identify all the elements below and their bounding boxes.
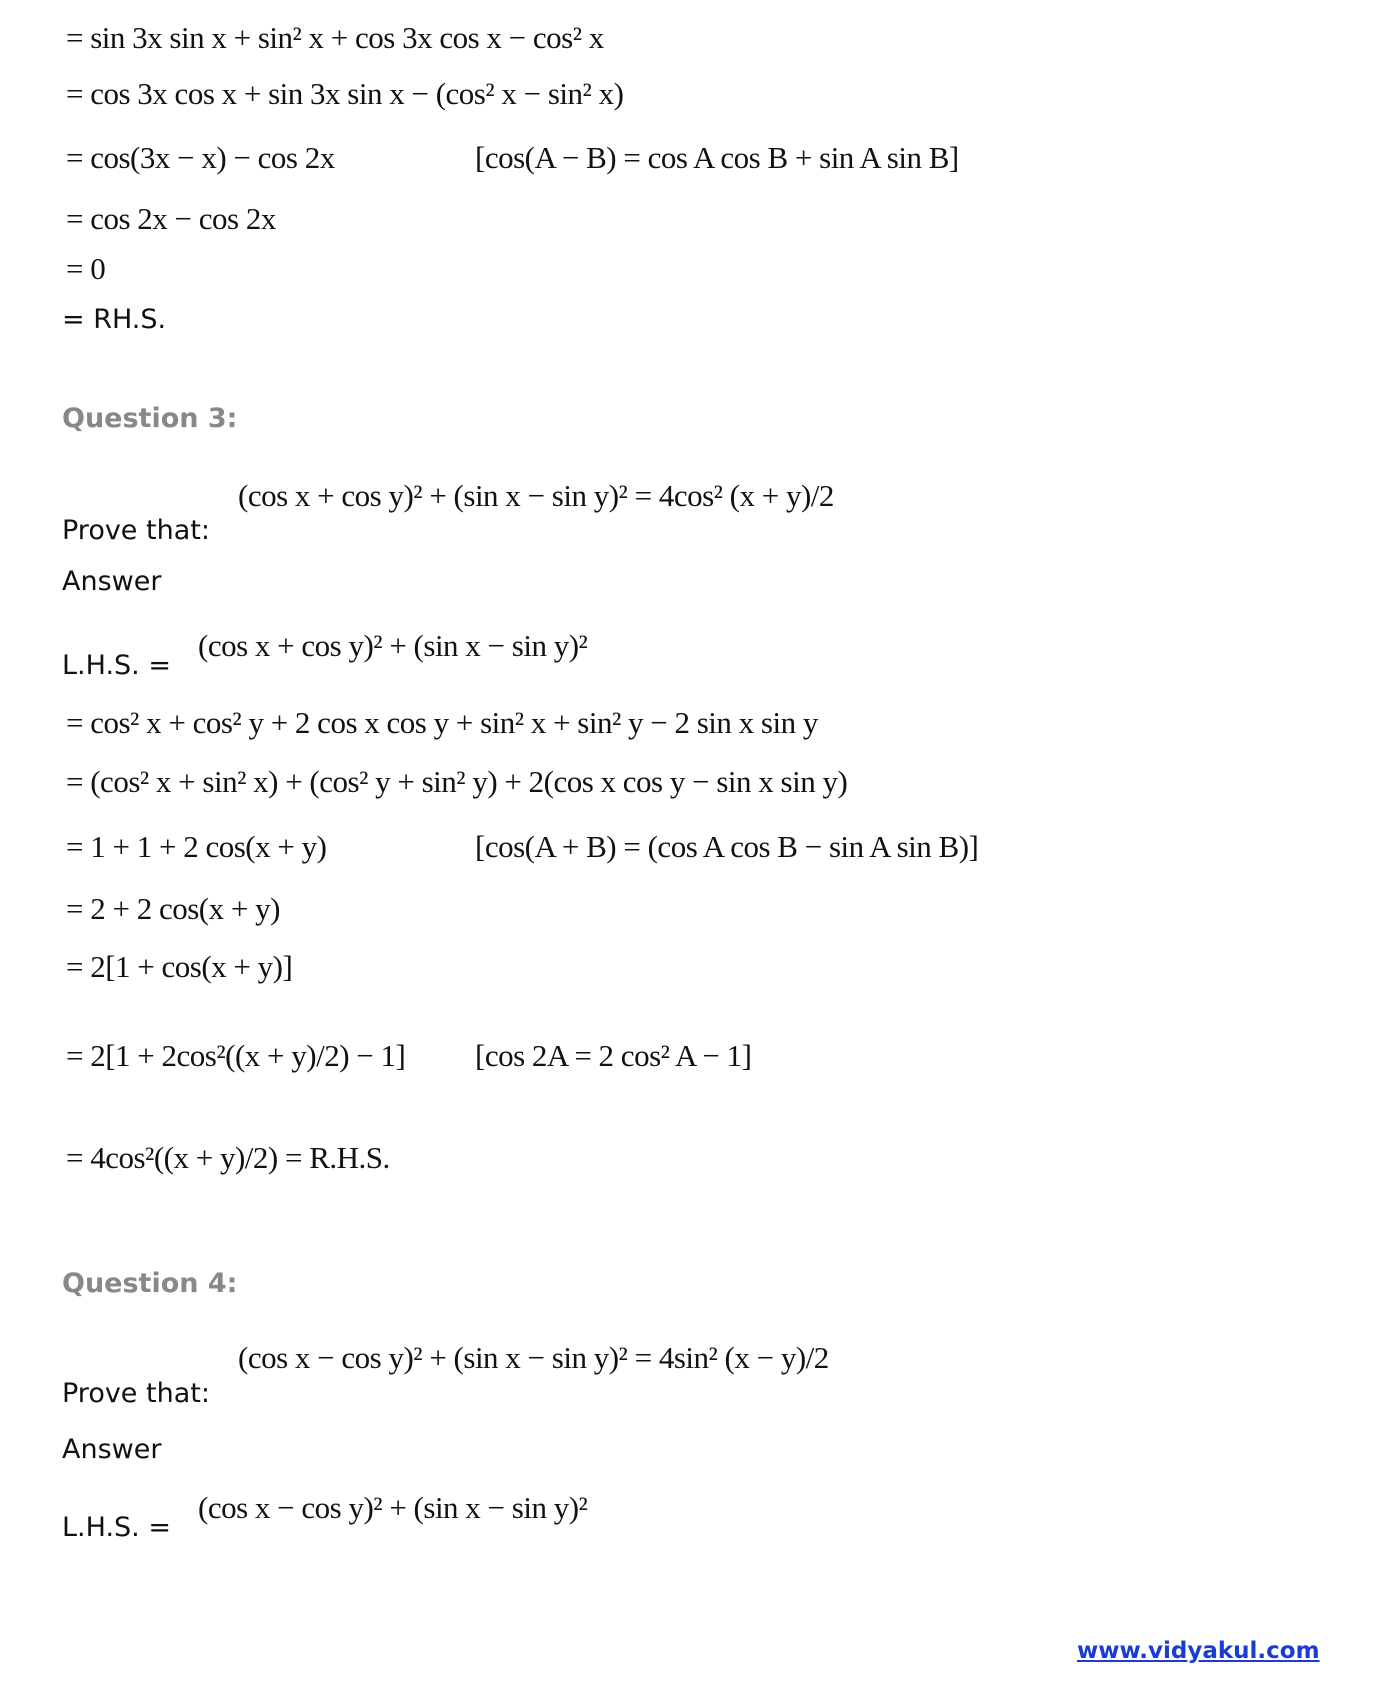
top-identity-note: [cos(A − B) = cos A cos B + sin A sin B] xyxy=(475,140,959,175)
top-step-5: = 0 xyxy=(66,251,106,286)
question-3-step-7: = 4cos²((x + y)/2) = R.H.S. xyxy=(66,1140,390,1175)
question-3-step-5: = 2[1 + cos(x + y)] xyxy=(66,949,293,984)
question-3-answer-label: Answer xyxy=(62,566,162,597)
question-4-statement: (cos x − cos y)² + (sin x − sin y)² = 4sin² (x − y)/2 xyxy=(238,1340,829,1375)
question-4-answer-label: Answer xyxy=(62,1434,162,1465)
top-step-4: = cos 2x − cos 2x xyxy=(66,201,276,236)
top-step-3: = cos(3x − x) − cos 2x xyxy=(66,140,335,175)
question-3-heading: Question 3: xyxy=(62,403,238,434)
question-3-step-1: = cos² x + cos² y + 2 cos x cos y + sin² x + sin² y − 2 sin x sin y xyxy=(66,705,818,740)
question-3-step-4: = 2 + 2 cos(x + y) xyxy=(66,891,280,926)
question-4-lhs-expression: (cos x − cos y)² + (sin x − sin y)² xyxy=(198,1490,588,1525)
question-4-prove-label: Prove that: xyxy=(62,1378,210,1409)
footer-website-link[interactable]: www.vidyakul.com xyxy=(1077,1638,1320,1664)
question-3-lhs-expression: (cos x + cos y)² + (sin x − sin y)² xyxy=(198,628,588,663)
question-3-step-3: = 1 + 1 + 2 cos(x + y) xyxy=(66,829,327,864)
question-4-lhs-label: L.H.S. = xyxy=(62,1512,171,1543)
question-3-step-6: = 2[1 + 2cos²((x + y)/2) − 1] xyxy=(66,1038,406,1073)
question-4-heading: Question 4: xyxy=(62,1268,238,1299)
top-rhs: = RH.S. xyxy=(62,304,167,335)
question-3-prove-label: Prove that: xyxy=(62,515,210,546)
question-3-lhs-label: L.H.S. = xyxy=(62,650,171,681)
question-3-statement: (cos x + cos y)² + (sin x − sin y)² = 4cos² (x + y)/2 xyxy=(238,478,834,513)
top-step-2: = cos 3x cos x + sin 3x sin x − (cos² x − sin² x) xyxy=(66,76,624,111)
top-step-1: = sin 3x sin x + sin² x + cos 3x cos x − cos² x xyxy=(66,20,604,55)
question-3-identity-note-2: [cos 2A = 2 cos² A − 1] xyxy=(475,1038,752,1073)
question-3-identity-note-1: [cos(A + B) = (cos A cos B − sin A sin B)] xyxy=(475,829,979,864)
question-3-step-2: = (cos² x + sin² x) + (cos² y + sin² y) + 2(cos x cos y − sin x sin y) xyxy=(66,764,848,799)
